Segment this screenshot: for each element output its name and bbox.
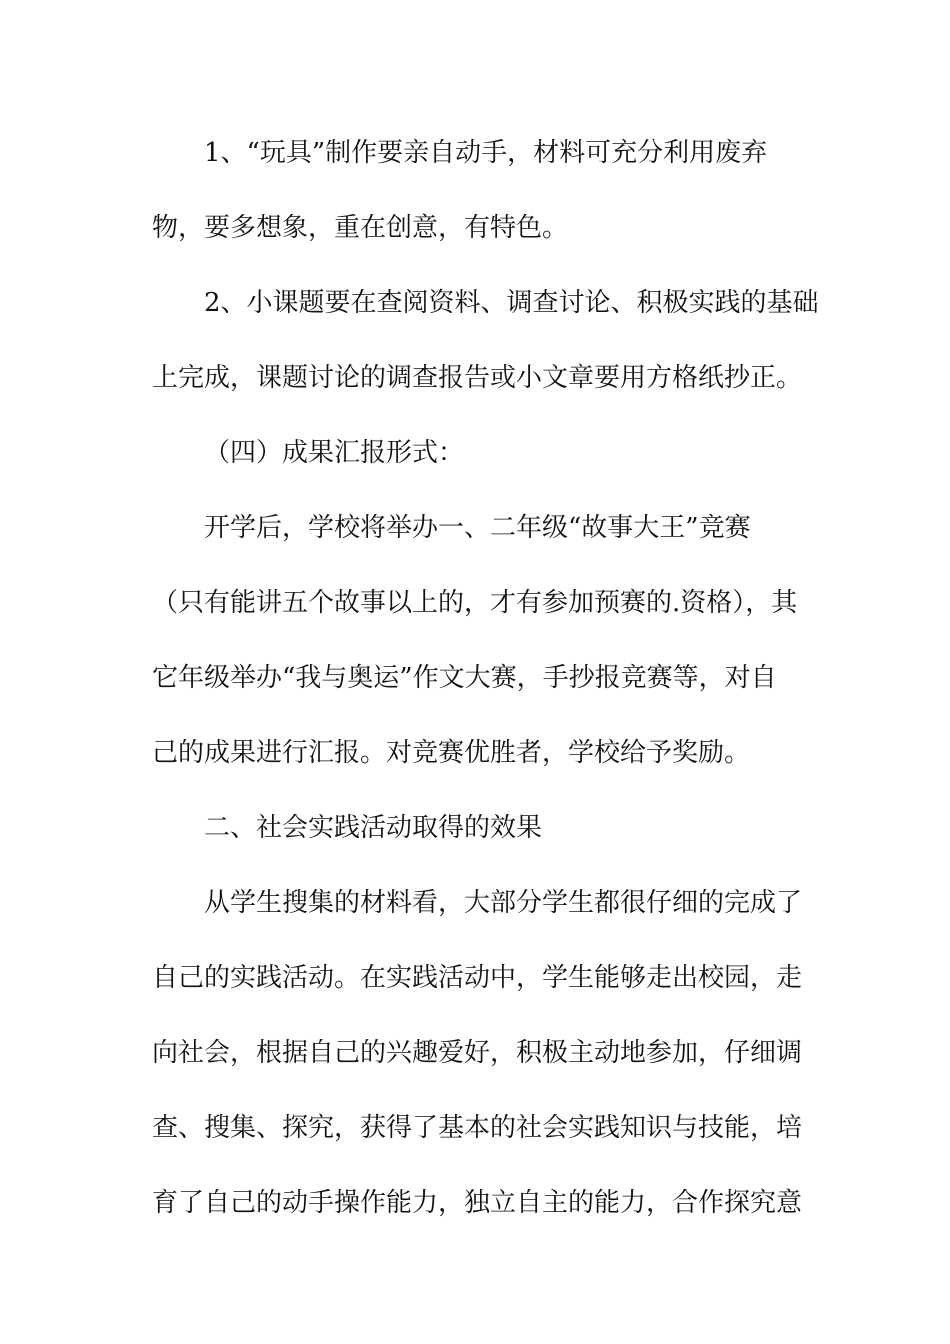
paragraph-line: 上完成，课题讨论的调查报告或小文章要用方格纸抄正。 — [152, 363, 803, 393]
paragraph-line: 1、“玩具”制作要亲自动手，材料可充分利用废弃 — [204, 138, 768, 168]
paragraph-line: 开学后，学校将举办一、二年级“故事大王”竞赛 — [204, 513, 751, 543]
paragraph-line: 育了自己的动手操作能力，独立自主的能力，合作探究意 — [152, 1188, 803, 1218]
section-heading: 二、社会实践活动取得的效果 — [204, 813, 543, 843]
paragraph-line: 自己的实践活动。在实践活动中，学生能够走出校园，走 — [152, 963, 803, 993]
paragraph-line: 从学生搜集的材料看，大部分学生都很仔细的完成了 — [204, 888, 803, 918]
document-body — [152, 116, 819, 1241]
paragraph-line: 己的成果进行汇报。对竞赛优胜者，学校给予奖励。 — [152, 738, 751, 768]
paragraph-line: 它年级举办“我与奥运”作文大赛，手抄报竞赛等，对自 — [152, 663, 777, 693]
paragraph-line: （只有能讲五个故事以上的，才有参加预赛的.资格），其 — [152, 588, 798, 618]
paragraph-line: 向社会，根据自己的兴趣爱好，积极主动地参加，仔细调 — [152, 1038, 803, 1068]
paragraph-line: 2、小课题要在查阅资料、调查讨论、积极实践的基础 — [204, 288, 819, 318]
paragraph-line: 查、搜集、探究，获得了基本的社会实践知识与技能，培 — [152, 1113, 803, 1143]
section-heading: （四）成果汇报形式： — [204, 438, 465, 468]
paragraph-line: 物，要多想象，重在创意，有特色。 — [152, 213, 569, 243]
